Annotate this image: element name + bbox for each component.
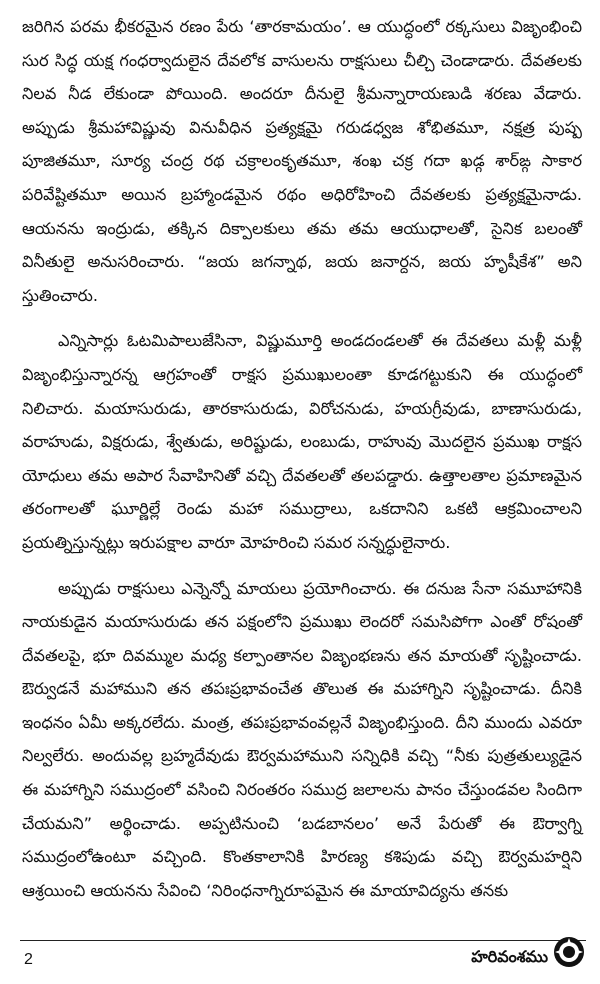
- paragraph-2: ఎన్నిసార్లు ఓటమిపాలుజేసినా, విష్ణుమూర్తి అండదండలతో ఈ దేవతలు మళ్లీ మళ్లీ విజృంభిస్తున్నారన్న ఆగ్రహంతో రాక్షస ప్రముఖులంతా కూడగట్టుకుని ఈ యుద్ధంలో నిలిచారు. మయాసురుడు, తారకాసురుడు, విరోచనుడు, హయగ్రీవుడు, బాణాసురుడు, వరాహుడు, విక్షరుడు, శ్వేతుడు, అరిష్టుడు, లంబుడు, రాహువు మొదలైన ప్రముఖ రాక్షస యోధులు తమ అపార సేవాహినితో వచ్చి దేవతలతో తలపడ్డారు. ఉత్తాలతాల ప్రమాణమైన తరంగాలతో ఘూర్ణిల్లే రెండు మహా సముద్రాలు, ఒకదానిని ఒకటి ఆక్రమించాలని ప్రయత్నిస్తున్నట్లు ఇరుపక్షాల వారూ మోహరించి సమర సన్నద్ధులైనారు.: [22, 331, 582, 552]
- paragraph-3: అప్పుడు రాక్షసులు ఎన్నెన్నో మాయలు ప్రయోగించారు. ఈ దనుజ సేనా సమూహానికి నాయకుడైన మయాసురుడు తన పక్షంలోని ప్రముఖు లెందరో సమసిపోగా ఎంతో రోషంతో దేవతలపై, భూ దివమ్ముల మధ్య కల్పాంతానల విజృంభణను తన మాయతో సృష్టించాడు. ఔర్వుడనే మహాముని తన తపఃప్రభావంచేత తొలుత ఈ మహాగ్నిని సృష్టించాడు. దీనికి ఇంధనం ఏమీ అక్కరలేదు. మంత్ర, తపఃప్రభావంవల్లనే విజృంభిస్తుంది. దీని ముందు ఎవరూ నిల్వలేరు. అందువల్ల బ్రహ్మదేవుడు ఔర్వమహాముని సన్నిధికి వచ్చి “నీకు పుత్రతుల్యుడైన ఈ మహాగ్నిని సముద్రంలో వసించి నిరంతరం సముద్ర జలాలను పానం చేస్తుండవల సిందిగా చేయమని” అర్థించాడు. అప్పటినుంచి ‘బడబానలం’ అనే పేరుతో ఈ ఔర్వాగ్ని సముద్రంలోఉంటూ వచ్చింది. కొంతకాలానికి హిరణ్య కశిపుడు వచ్చి ఔర్వమహర్షిని ఆశ్రయించి ఆయనను సేవించి ‘నిరింధనాగ్నిరూపమైన ఈ మాయావిద్యను తనకు: [22, 578, 582, 900]
- paragraph-1: జరిగిన పరమ భీకరమైన రణం పేరు ‘తారకామయం’. ఆ యుద్ధంలో రక్కసులు విజృంభించి సుర సిద్ధ యక్ష గంధర్వాదులైన దేవలోక వాసులను రాక్షసులు చీల్చి చెండాడారు. దేవతలకు నిలవ నీడ లేకుండా పోయింది. అందరూ దీనులై శ్రీమన్నారాయణుడి శరణు వేడారు. అప్పుడు శ్రీమహావిష్ణువు వినువీధిన ప్రత్యక్షమై గరుడధ్వజ శోభితమూ, నక్షత్ర పుష్ప పూజితమూ, సూర్య చంద్ర రథ చక్రాలంకృతమూ, శంఖ చక్ర గదా ఖడ్గ శార్‌ఙ్గ సాకార పరివేష్టితమూ అయిన బ్రహ్మాండమైన రథం అధిరోహించి దేవతలకు ప్రత్యక్షమైనాడు. ఆయనను ఇంద్రుడు, తక్కిన దిక్పాలకులు తమ తమ ఆయుధాలతో, సైనిక బలంతో వినీతులై అనుసరించారు. “జయ జగన్నాథ, జయ జనార్దన, జయ హృషీకేశ” అని స్తుతించారు.: [22, 17, 582, 305]
- ornamental-emblem-icon: [552, 935, 586, 969]
- book-title: హరివంశము: [471, 947, 548, 966]
- page-number: 2: [24, 951, 33, 968]
- page-footer: [20, 940, 586, 984]
